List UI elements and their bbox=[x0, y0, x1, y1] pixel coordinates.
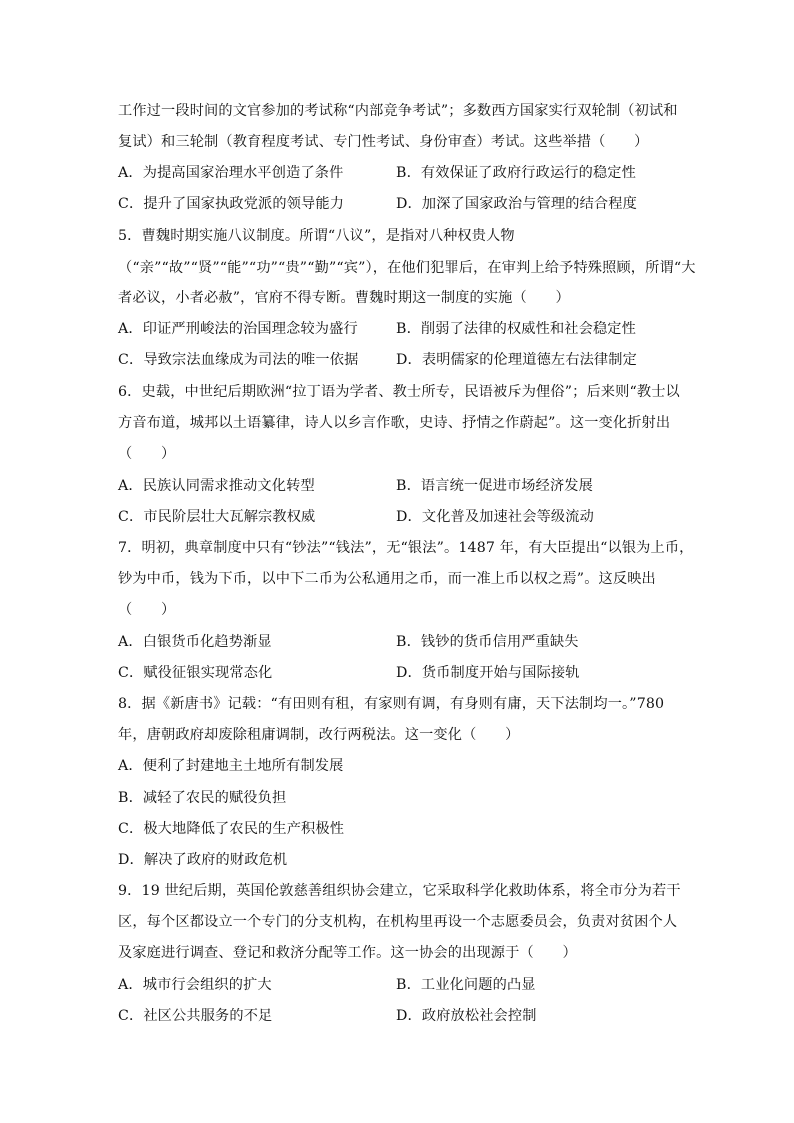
question-6-option-c: C．市民阶层壮大瓦解宗教权威 bbox=[118, 509, 316, 525]
question-8-stem-line: 8．据《新唐书》记载：“有田则有租，有家则有调，有身则有庸，天下法制均一。”780 bbox=[118, 696, 665, 712]
question-8-option-d: D．解决了政府的财政危机 bbox=[118, 852, 288, 868]
question-5-option-a: A．印证严刑峻法的治国理念较为盛行 bbox=[118, 321, 358, 337]
question-4-stem-line: 工作过一段时间的文官参加的考试称“内部竞争考试”；多数西方国家实行双轮制（初试和 bbox=[118, 103, 678, 119]
question-9-option-d: D．政府放松社会控制 bbox=[396, 1008, 537, 1024]
question-4-option-d: D．加深了国家政治与管理的结合程度 bbox=[396, 196, 637, 212]
question-8-option-a: A．便利了封建地主土地所有制发展 bbox=[118, 758, 344, 774]
question-6-option-d: D．文化普及加速社会等级流动 bbox=[396, 509, 594, 525]
question-7-stem-line: （ ） bbox=[118, 602, 176, 618]
question-7-option-a: A．白银货币化趋势渐显 bbox=[118, 634, 272, 650]
question-8-stem-line: 年，唐朝政府却废除租庸调制，改行两税法。这一变化（ ） bbox=[118, 727, 520, 743]
question-5-stem-line: 者必议，小者必赦”，官府不得专断。曹魏时期这一制度的实施（ ） bbox=[118, 290, 570, 306]
question-9-stem-line: 及家庭进行调查、登记和救济分配等工作。这一协会的出现源于（ ） bbox=[118, 945, 577, 961]
question-9-stem-line: 区，每个区都设立一个专门的分支机构，在机构里再设一个志愿委员会，负责对贫困个人 bbox=[118, 914, 678, 930]
question-8-option-c: C．极大地降低了农民的生产积极性 bbox=[118, 821, 345, 837]
question-6-option-b: B．语言统一促进市场经济发展 bbox=[396, 478, 593, 494]
question-7-option-d: D．货币制度开始与国际接轨 bbox=[396, 665, 580, 681]
question-9-stem-line: 9．19 世纪后期，英国伦敦慈善组织协会建立，它采取科学化救助体系，将全市分为若干 bbox=[118, 883, 681, 899]
question-7-option-b: B．钱钞的货币信用严重缺失 bbox=[396, 634, 579, 650]
question-5-option-d: D．表明儒家的伦理道德左右法律制定 bbox=[396, 352, 637, 368]
question-4-option-a: A．为提高国家治理水平创造了条件 bbox=[118, 165, 344, 181]
question-6-stem-line: 方音布道，城邦以土语纂律，诗人以乡言作歌，史诗、抒情之作蔚起”。这一变化折射出 bbox=[118, 415, 671, 431]
question-6-option-a: A．民族认同需求推动文化转型 bbox=[118, 478, 315, 494]
question-4-option-b: B．有效保证了政府行政运行的稳定性 bbox=[396, 165, 636, 181]
question-5-stem-line: （“亲”“故”“贤”“能”“功”“贵”“勤”“宾”），在他们犯罪后，在审判上给予特殊照顾，所谓“大 bbox=[118, 260, 696, 276]
question-5-option-c: C．导致宗法血缘成为司法的唯一依据 bbox=[118, 352, 359, 368]
question-7-stem-line: 钞为中币，钱为下币，以中下二币为公私通用之币，而一准上币以权之焉”。这反映出 bbox=[118, 571, 656, 587]
question-7-stem-line: 7．明初，典章制度中只有“钞法”“钱法”，无“银法”。1487 年，有大臣提出“以银为上币， bbox=[118, 540, 694, 556]
question-4-option-c: C．提升了国家执政党派的领导能力 bbox=[118, 196, 345, 212]
question-5-option-b: B．削弱了法律的权威性和社会稳定性 bbox=[396, 321, 636, 337]
question-9-option-b: B．工业化问题的凸显 bbox=[396, 977, 536, 993]
question-5-stem-line: 5．曹魏时期实施八议制度。所谓“八议”，是指对八种权贵人物 bbox=[118, 228, 515, 244]
question-9-option-c: C．社区公共服务的不足 bbox=[118, 1008, 273, 1024]
question-4-stem-line: 复试）和三轮制（教育程度考试、专门性考试、身份审查）考试。这些举措（ ） bbox=[118, 134, 649, 150]
question-9-option-a: A．城市行会组织的扩大 bbox=[118, 977, 272, 993]
question-6-stem-line: 6．史载，中世纪后期欧洲“拉丁语为学者、教士所专，民语被斥为俚俗”；后来则“教士以 bbox=[118, 384, 680, 400]
question-8-option-b: B．减轻了农民的赋役负担 bbox=[118, 790, 287, 806]
question-6-stem-line: （ ） bbox=[118, 446, 176, 462]
question-7-option-c: C．赋役征银实现常态化 bbox=[118, 665, 273, 681]
